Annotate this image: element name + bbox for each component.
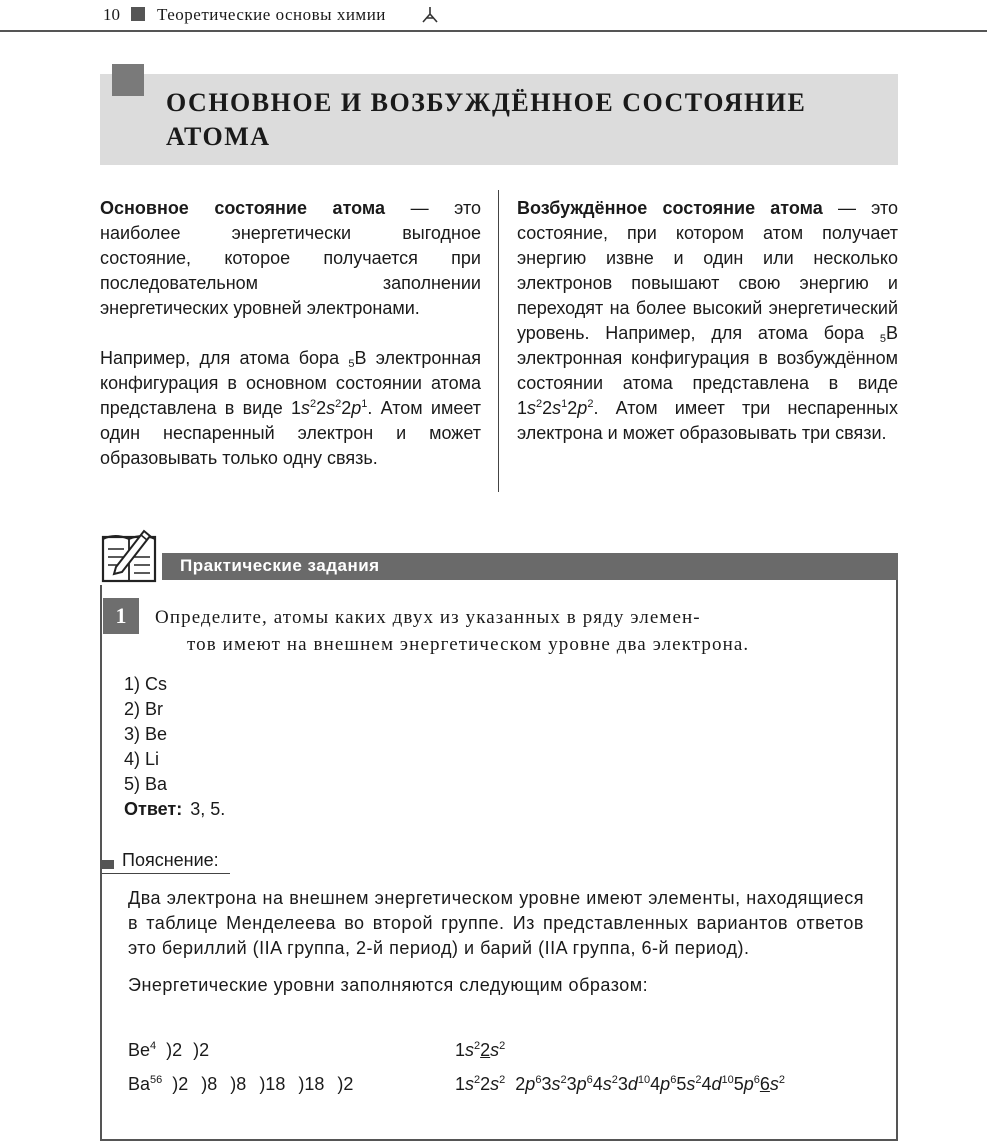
ground-state-definition: Основное состояние атома — это наиболее энергетически выгодное состояние, которое получается при последовательном заполнении энергетических уровней электронами. — [100, 198, 482, 318]
ground-state-formula: $1s^22s^22p^1$ — [290, 398, 368, 418]
excited-state-formula: $1s^22s^12p^2$ — [517, 398, 594, 418]
task-number-badge: 1 — [103, 598, 139, 634]
excited-state-definition: Возбуждённое состояние атома — это состояние, при котором атом получает энергию извне и один или несколько электронов повышают свою энергию и переходят на более высокий энергетический уровень. Например, для атома бора $_5$B электронная конфигурация в возбуждённом состоянии атома представлена в виде $1s^22s^12p^2$. Атом имеет три неспаренных электрона и может образовывать три связи. — [517, 198, 898, 443]
header-square-marker — [131, 7, 145, 21]
chapter-title-line2: АТОМА — [166, 122, 271, 151]
option-item: 2) Br — [124, 699, 164, 719]
excited-state-column — [517, 196, 898, 446]
explanation-marker — [102, 860, 114, 869]
be-electron-config: $1s^22s^2$ — [455, 1040, 506, 1060]
answer-line — [124, 797, 225, 822]
explanation-paragraph: Два электрона на внешнем энергетическом уровне имеют элементы, находящиеся в таблице Менделеева во второй группе. Из представленных вариантов ответов это бериллий (IIA группа, 2-й период) и барий (IIA группа, 6-й период). — [128, 888, 864, 958]
explanation-body — [128, 886, 864, 998]
task-text-line1: Определите, атомы каких двух из указанных в ряду элемен- — [155, 607, 701, 628]
answer-options — [124, 672, 167, 797]
answer-label: Ответ: — [124, 799, 183, 819]
explanation-underline — [102, 873, 230, 874]
flask-icon — [420, 6, 440, 24]
notepad-pencil-icon — [100, 527, 162, 585]
task-text — [155, 604, 873, 658]
practice-header — [100, 553, 898, 580]
option-item: 4) Li — [124, 749, 160, 769]
column-divider — [498, 190, 499, 492]
ground-state-column — [100, 196, 481, 471]
practice-header-label: Практические задания — [180, 556, 380, 575]
chapter-title — [166, 86, 886, 154]
ba-shell-config: Ba$^{56}$ )2 )8 )8 )18 )18 )2 — [128, 1074, 354, 1094]
ground-state-example: Например, для атома бора $_5$B электронная конфигурация в основном состоянии атома представлена в виде $1s^22s^22p^1$. Атом имеет один неспаренный электрон и может образовывать только одну связь. — [100, 348, 481, 468]
page-number: 10 — [103, 5, 120, 24]
ba-electron-config: $1s^22s^2$ $2p^63s^23p^64s^23d^{10}4p^65s^24d^{10}5p^66s^2$ — [455, 1074, 786, 1094]
be-shell-config: Be$^4$ )2 )2 — [128, 1040, 210, 1060]
option-item: 5) Ba — [124, 774, 168, 794]
banner-corner-square — [112, 64, 144, 96]
excited-state-term: Возбуждённое состояние атома — [517, 198, 823, 218]
ground-state-term: Основное состояние атома — [100, 198, 385, 218]
task-text-line2: тов имеют на внешнем энергетическом уровне два электрона. — [187, 634, 750, 655]
running-title: Теоретические основы химии — [157, 5, 386, 24]
option-item: 3) Be — [124, 724, 168, 744]
answer-value: 3, 5. — [190, 799, 226, 819]
option-item: 1) Cs — [124, 674, 168, 694]
chapter-title-line1: ОСНОВНОЕ И ВОЗБУЖДЁННОЕ СОСТОЯНИЕ — [166, 88, 807, 117]
explanation-title: Пояснение: — [122, 850, 219, 870]
explanation-paragraph: Энергетические уровни заполняются следующим образом: — [128, 975, 649, 995]
running-header — [0, 0, 987, 32]
